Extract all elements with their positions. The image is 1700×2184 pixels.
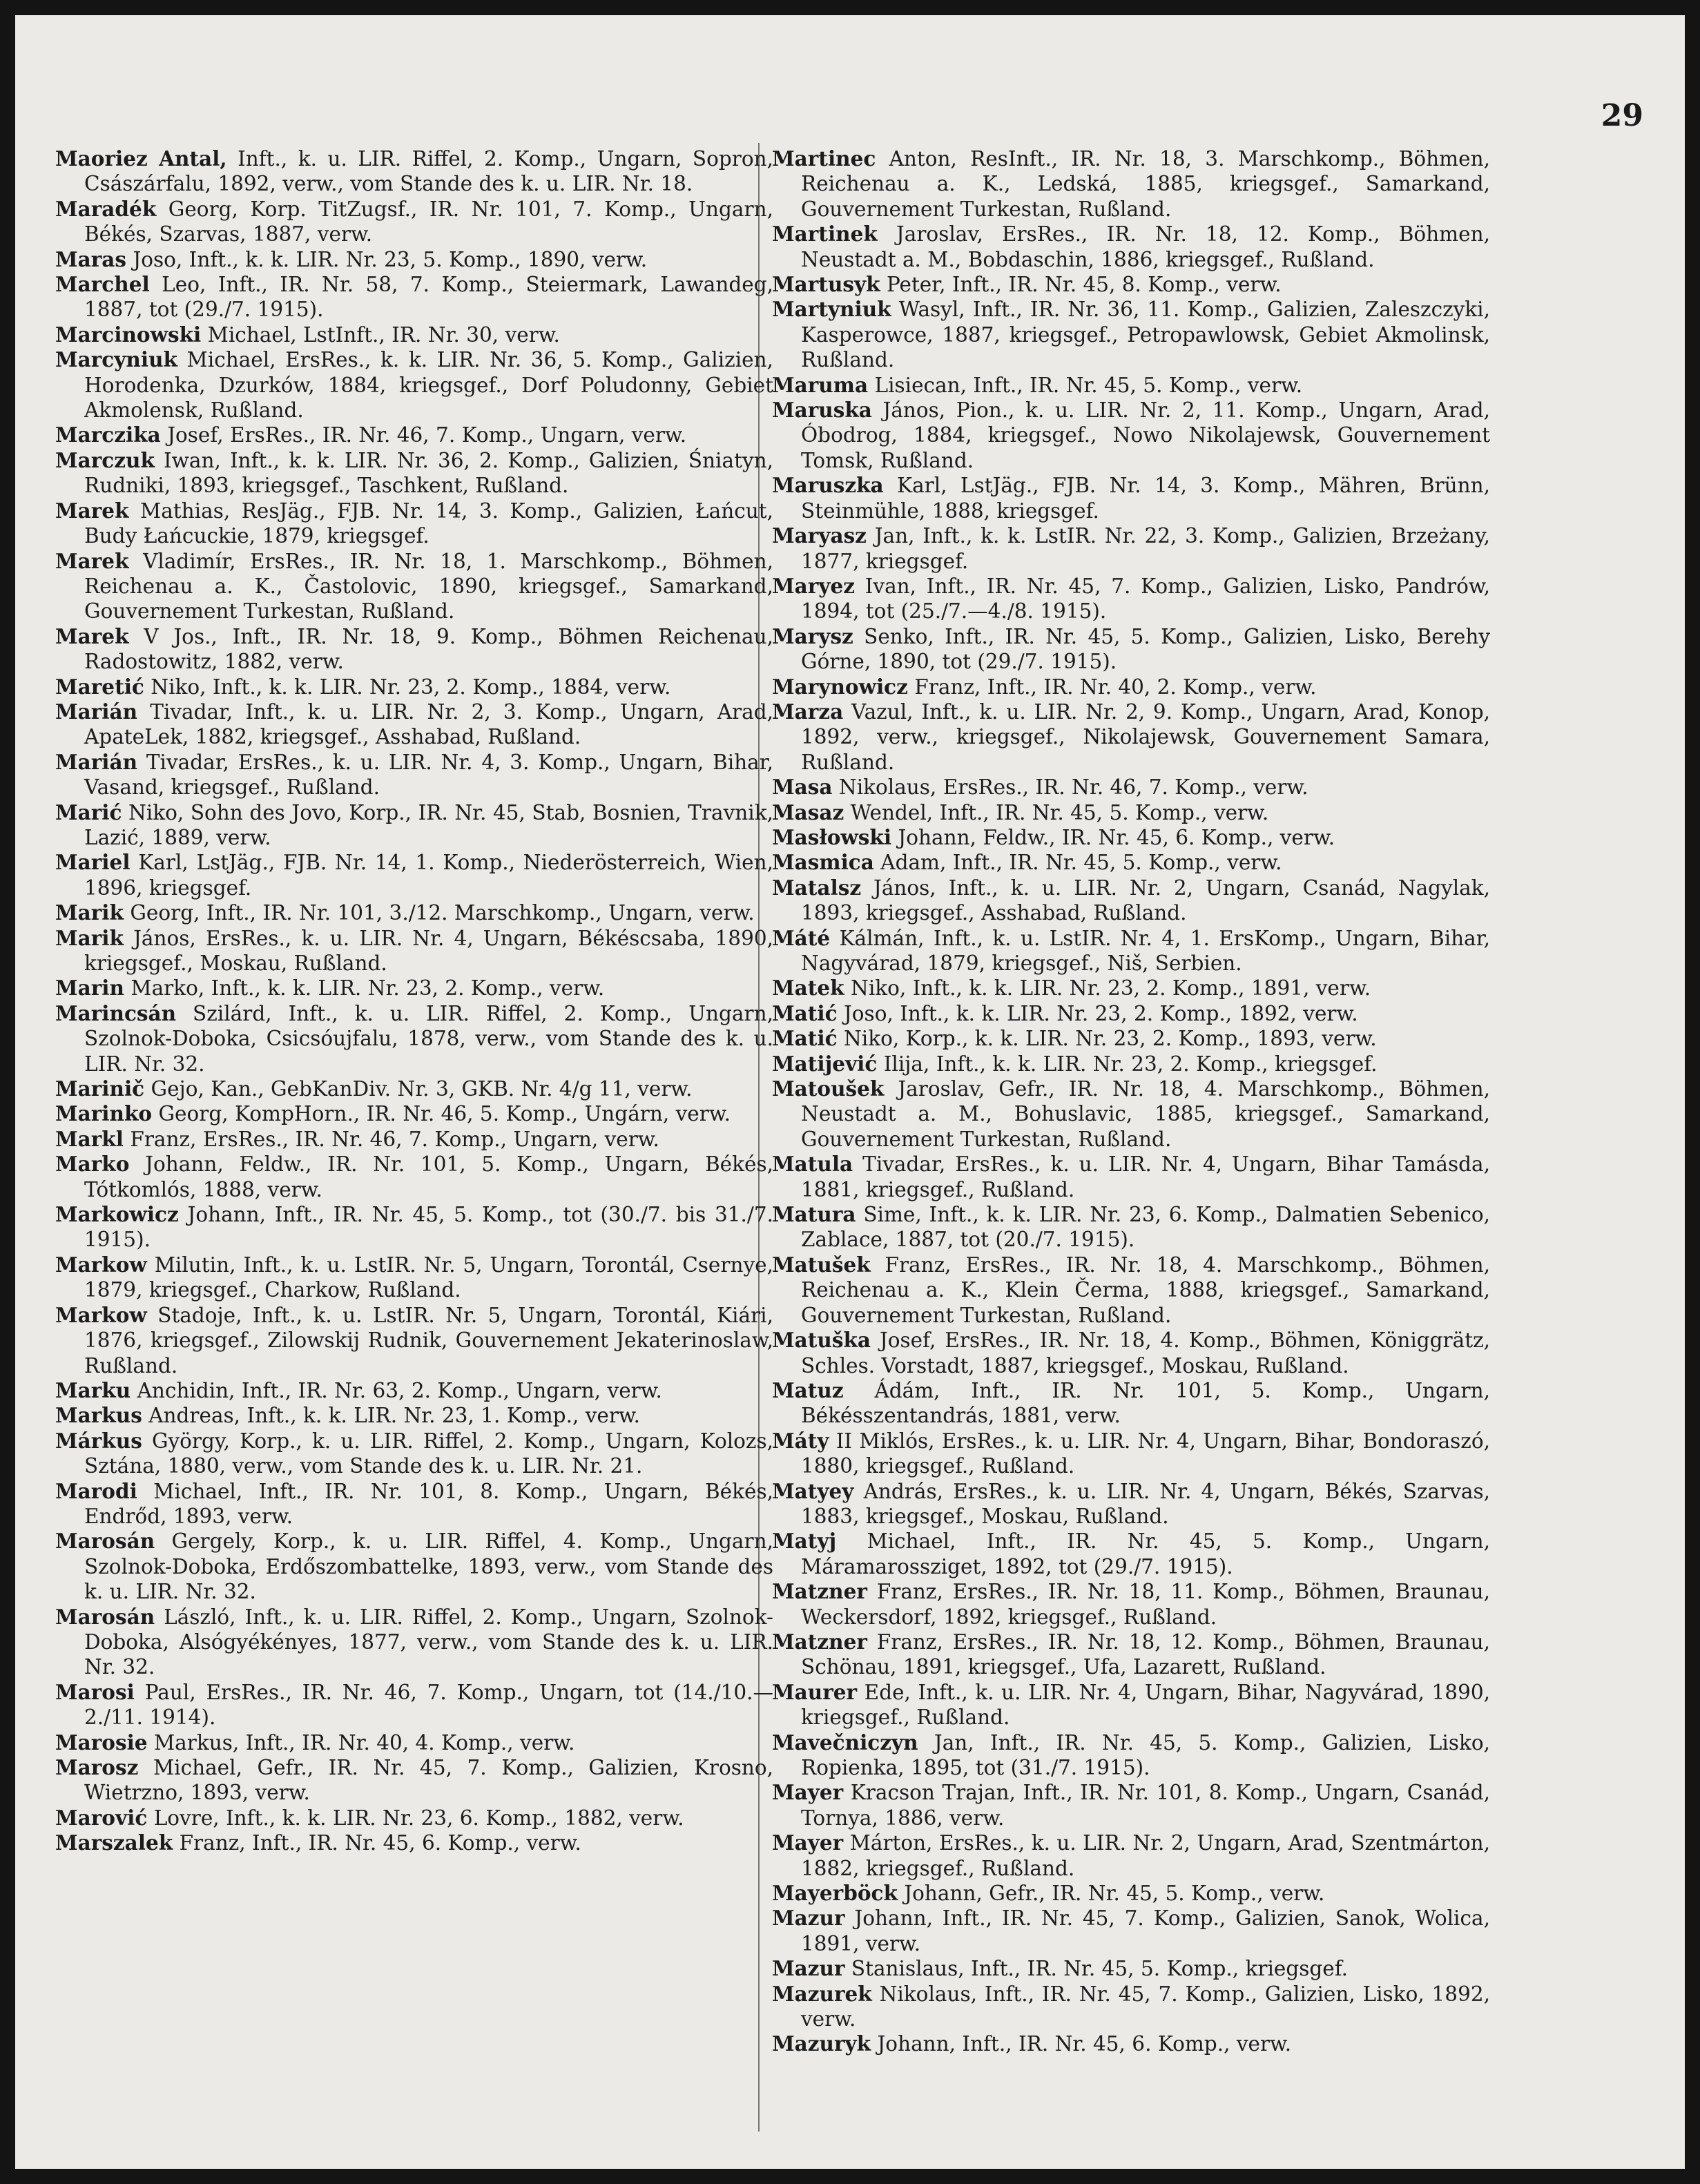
entry-details: Johann, Gefr., IR. Nr. 45, 5. Komp., verw. (904, 1882, 1325, 1906)
entry-details: Stanislaus, Inft., IR. Nr. 45, 5. Komp., kriegsgef. (851, 1957, 1348, 1981)
entry-details: Johann, Inft., IR. Nr. 45, 6. Komp., verw. (877, 2032, 1292, 2056)
list-entry (772, 1026, 1490, 1051)
list-entry (55, 624, 773, 675)
list-entry (772, 473, 1490, 523)
entry-details: Marko, Inft., k. k. LIR. Nr. 23, 2. Komp., verw. (131, 976, 605, 1001)
right-column (772, 146, 1490, 2057)
entry-details: Sime, Inft., k. k. LIR. Nr. 23, 6. Komp., Dalmatien Sebenico, Zablace, 1887, tot (20./7. 1915). (801, 1203, 1490, 1252)
entry-surname: Martinec (772, 146, 876, 171)
list-entry (772, 523, 1490, 574)
list-entry (772, 222, 1490, 272)
document-page (15, 15, 1685, 2169)
list-entry (772, 1982, 1490, 2032)
entry-surname: Mayerböck (772, 1881, 898, 1906)
list-entry (772, 775, 1490, 800)
entry-details: Johann, Inft., IR. Nr. 45, 7. Komp., Galizien, Sanok, Wolica, 1891, verw. (801, 1906, 1490, 1955)
entry-details: Márton, ErsRes., k. u. LIR. Nr. 2, Ungarn, Arad, Szentmárton, 1882, kriegsgef., Rußland. (801, 1831, 1490, 1880)
entry-surname: Marko (55, 1152, 130, 1177)
entry-surname: Mariel (55, 850, 131, 875)
entry-details: Joso, Inft., k. k. LIR. Nr. 23, 5. Komp., 1890, verw. (133, 247, 648, 271)
list-entry (55, 322, 773, 347)
list-entry (55, 850, 773, 900)
list-entry (772, 1152, 1490, 1202)
entry-surname: Marczuk (55, 447, 155, 472)
entry-surname: Marik (55, 925, 124, 950)
list-entry (772, 574, 1490, 624)
list-entry (55, 1605, 773, 1680)
list-entry (55, 272, 773, 322)
entry-details: Michael, Inft., IR. Nr. 45, 5. Komp., Ungarn, Máramarossziget, 1892, tot (29./7. 1915). (801, 1529, 1490, 1578)
entry-surname: Marosán (55, 1604, 155, 1629)
entry-details: Inft., k. u. LIR. Riffel, 2. Komp., Ungarn, Sopron, Császárfalu, 1892, verw., vom Stande des k. u. LIR. Nr. 18. (84, 147, 773, 196)
entry-details: Nikolaus, Inft., IR. Nr. 45, 7. Komp., Galizien, Lisko, 1892, verw. (801, 1982, 1490, 2031)
entry-surname: Marincsán (55, 1001, 177, 1025)
entry-details: Niko, Sohn des Jovo, Korp., IR. Nr. 45, Stab, Bosnien, Travnik, Lazić, 1889, verw. (84, 800, 773, 849)
list-entry (55, 1429, 773, 1479)
list-entry (772, 1378, 1490, 1429)
entry-details: Joso, Inft., k. k. LIR. Nr. 23, 2. Komp., 1892, verw. (843, 1001, 1358, 1025)
list-entry (772, 1328, 1490, 1378)
list-entry (55, 1202, 773, 1253)
entry-surname: Marodi (55, 1478, 137, 1503)
list-entry (772, 1780, 1490, 1830)
list-entry (55, 448, 773, 499)
entry-surname: Marek (55, 498, 129, 523)
list-entry (55, 1001, 773, 1076)
list-entry (55, 1378, 773, 1403)
entry-surname: Maryez (772, 573, 855, 598)
entry-details: Niko, Inft., k. k. LIR. Nr. 23, 2. Komp., 1884, verw. (151, 675, 671, 699)
entry-surname: Marić (55, 800, 122, 824)
list-entry (55, 247, 773, 272)
entry-surname: Maurer (772, 1679, 858, 1704)
entry-surname: Marosi (55, 1679, 135, 1704)
entry-details: János, Inft., k. u. LIR. Nr. 2, Ungarn, Csanád, Nagylak, 1893, kriegsgef., Asshabad, Rußland. (801, 876, 1490, 925)
list-entry (55, 750, 773, 800)
list-entry (772, 926, 1490, 976)
entry-surname: Mazurek (772, 1981, 872, 2006)
entry-surname: Marek (55, 548, 129, 573)
entry-surname: Maruma (772, 372, 869, 397)
entry-details: Georg, Inft., IR. Nr. 101, 3./12. Marschkomp., Ungarn, verw. (130, 901, 755, 925)
entry-surname: Marku (55, 1378, 131, 1402)
entry-details: Milutin, Inft., k. u. LstIR. Nr. 5, Ungarn, Torontál, Csernye, 1879, kriegsgef., Charkow, Rußland. (84, 1253, 773, 1302)
list-entry (772, 1429, 1490, 1479)
entry-details: Franz, ErsRes., IR. Nr. 18, 11. Komp., Böhmen, Braunau, Weckersdorf, 1892, kriegsgef., Rußland. (801, 1580, 1490, 1629)
list-entry (772, 1730, 1490, 1781)
entry-surname: Matula (772, 1152, 853, 1177)
entry-details: Andreas, Inft., k. k. LIR. Nr. 23, 1. Komp., verw. (148, 1404, 641, 1428)
entry-details: Jan, Inft., IR. Nr. 45, 5. Komp., Galizien, Lisko, Ropienka, 1895, tot (31./7. 1915). (801, 1730, 1490, 1779)
entry-details: Johann, Inft., IR. Nr. 45, 5. Komp., tot (30./7. bis 31./7. 1915). (84, 1203, 773, 1252)
list-entry (772, 624, 1490, 675)
entry-surname: Mazur (772, 1956, 845, 1981)
entry-surname: Markus (55, 1403, 142, 1428)
entry-details: Wendel, Inft., IR. Nr. 45, 5. Komp., verw. (850, 800, 1269, 824)
entry-surname: Mazur (772, 1906, 845, 1931)
entry-details: Gergely, Korp., k. u. LIR. Riffel, 4. Komp., Ungarn, Szolnok-Doboka, Erdőszombattelke, 1893, verw., vom Stande des k. u. LIR. Nr. 32. (84, 1529, 773, 1604)
list-entry (55, 976, 773, 1001)
list-entry (55, 197, 773, 247)
list-entry (772, 1579, 1490, 1630)
entry-surname: Masłowski (772, 824, 892, 849)
entry-details: Franz, ErsRes., IR. Nr. 46, 7. Komp., Ungarn, verw. (130, 1127, 659, 1151)
list-entry (55, 423, 773, 447)
entry-details: Kracson Trajan, Inft., IR. Nr. 101, 8. Komp., Ungarn, Csanád, Tornya, 1886, verw. (801, 1781, 1490, 1830)
entry-surname: Mavečniczyn (772, 1730, 918, 1755)
entry-details: Peter, Inft., IR. Nr. 45, 8. Komp., verw. (886, 273, 1282, 297)
list-entry (772, 675, 1490, 699)
entry-details: György, Korp., k. u. LIR. Riffel, 2. Komp., Ungarn, Kolozs, Sztána, 1880, verw., vom Stande des k. u. LIR. Nr. 21. (84, 1429, 773, 1478)
entry-details: Iwan, Inft., k. k. LIR. Nr. 36, 2. Komp., Galizien, Śniatyn, Rudniki, 1893, kriegsgef., Taschkent, Rußland. (84, 448, 773, 498)
entry-surname: Marik (55, 900, 124, 925)
entry-details: Ivan, Inft., IR. Nr. 45, 7. Komp., Galizien, Lisko, Pandrów, 1894, tot (25./7.—4./8. 1915). (801, 574, 1490, 624)
list-entry (772, 373, 1490, 398)
entry-surname: Matek (772, 976, 844, 1001)
entry-surname: Matić (772, 1026, 838, 1051)
entry-details: Georg, KompHorn., IR. Nr. 46, 5. Komp., Ungárn, verw. (158, 1102, 731, 1126)
entry-surname: Marin (55, 976, 124, 1001)
entry-surname: Masaz (772, 800, 844, 824)
list-entry (55, 900, 773, 925)
entry-surname: Markowicz (55, 1202, 179, 1227)
list-entry (55, 1253, 773, 1303)
entry-details: Michael, LstInft., IR. Nr. 30, verw. (207, 322, 560, 347)
entry-details: II Miklós, ErsRes., k. u. LIR. Nr. 4, Ungarn, Bihar, Bondoraszó, 1880, kriegsgef., Rußland. (801, 1429, 1490, 1478)
entry-details: Kálmán, Inft., k. u. LstIR. Nr. 4, 1. ErsKomp., Ungarn, Bihar, Nagyvárad, 1879, kriegsgef., Niš, Serbien. (801, 926, 1490, 975)
entry-surname: Markow (55, 1302, 147, 1327)
entry-surname: Marinič (55, 1076, 145, 1101)
entry-surname: Marosán (55, 1529, 155, 1554)
entry-details: Vazul, Inft., k. u. LIR. Nr. 2, 9. Komp., Ungarn, Arad, Konop, 1892, verw., kriegsgef., Nikolajewsk, Gouvernement Samara, Rußland. (801, 699, 1490, 774)
list-entry (772, 800, 1490, 825)
entry-details: Tivadar, ErsRes., k. u. LIR. Nr. 4, 3. Komp., Ungarn, Bihar, Vasand, kriegsgef., Rußland. (84, 750, 773, 800)
entry-details: Josef, ErsRes., IR. Nr. 18, 4. Komp., Böhmen, Königgrätz, Schles. Vorstadt, 1887, kriegsgef., Moskau, Rußland. (801, 1328, 1490, 1378)
entry-details: Niko, Korp., k. k. LIR. Nr. 23, 2. Komp., 1893, verw. (843, 1027, 1377, 1051)
entry-details: Tivadar, Inft., k. u. LIR. Nr. 2, 3. Komp., Ungarn, Arad, ApateLek, 1882, kriegsgef., Asshabad, Rußland. (84, 699, 773, 749)
page-number: 29 (1601, 98, 1643, 133)
entry-surname: Marinko (55, 1101, 153, 1126)
entry-details: Franz, Inft., IR. Nr. 40, 2. Komp., verw. (914, 675, 1317, 699)
entry-details: Tivadar, ErsRes., k. u. LIR. Nr. 4, Ungarn, Bihar Tamásda, 1881, kriegsgef., Rußland. (801, 1152, 1490, 1201)
list-entry (772, 876, 1490, 926)
entry-details: Johann, Feldw., IR. Nr. 101, 5. Komp., Ungarn, Békés, Tótkomlós, 1888, verw. (84, 1152, 773, 1201)
list-entry (772, 297, 1490, 372)
entry-surname: Marczika (55, 423, 161, 447)
entry-surname: Matzner (772, 1579, 867, 1604)
entry-details: Anton, ResInft., IR. Nr. 18, 3. Marschkomp., Böhmen, Reichenau a. K., Ledská, 1885, kriegsgef., Samarkand, Gouvernement Turkestan, Rußland. (801, 147, 1490, 221)
list-entry (772, 1630, 1490, 1680)
list-entry (55, 1830, 773, 1855)
entry-details: Jaroslav, Gefr., IR. Nr. 18, 4. Marschkomp., Böhmen, Neustadt a. M., Bohuslavic, 1885, kriegsgef., Samarkand, Gouvernement Turkestan, Rußland. (801, 1077, 1490, 1151)
entry-details: Ilija, Inft., k. k. LIR. Nr. 23, 2. Komp., kriegsgef. (883, 1052, 1378, 1076)
entry-surname: Maoriez Antal, (55, 146, 227, 171)
entry-surname: Matoušek (772, 1076, 885, 1101)
list-entry (55, 499, 773, 549)
entry-details: Franz, ErsRes., IR. Nr. 18, 12. Komp., Böhmen, Braunau, Schönau, 1891, kriegsgef., Ufa, Lazarett, Rußland. (801, 1630, 1490, 1679)
entry-surname: Maruszka (772, 473, 884, 498)
list-entry (55, 1127, 773, 1152)
list-entry (772, 272, 1490, 297)
entry-details: János, Pion., k. u. LIR. Nr. 2, 11. Komp., Ungarn, Arad, Óbodrog, 1884, kriegsgef., Nowo Nikolajewsk, Gouvernement Tomsk, Rußland. (801, 398, 1490, 472)
entry-surname: Masmica (772, 850, 874, 875)
entry-details: Josef, ErsRes., IR. Nr. 46, 7. Komp., Ungarn, verw. (167, 423, 687, 447)
list-entry (55, 1730, 773, 1755)
list-entry (55, 146, 773, 197)
entry-surname: Máty (772, 1428, 829, 1453)
list-entry (772, 1881, 1490, 1906)
entry-surname: Mayer (772, 1830, 844, 1855)
entry-details: Mathias, ResJäg., FJB. Nr. 14, 3. Komp., Galizien, Łańcut, Budy Łańcuckie, 1879, kriegsgef. (84, 499, 773, 548)
entry-details: Karl, LstJäg., FJB. Nr. 14, 3. Komp., Mähren, Brünn, Steinmühle, 1888, kriegsgef. (801, 474, 1490, 523)
list-entry (55, 1806, 773, 1830)
list-entry (55, 1152, 773, 1202)
entry-details: Gejo, Kan., GebKanDiv. Nr. 3, GKB. Nr. 4/g 11, verw. (151, 1077, 693, 1101)
entry-surname: Marosie (55, 1730, 148, 1755)
entry-details: Lisiecan, Inft., IR. Nr. 45, 5. Komp., verw. (874, 373, 1303, 397)
entry-details: Georg, Korp. TitZugsf., IR. Nr. 101, 7. Komp., Ungarn, Békés, Szarvas, 1887, verw. (84, 197, 773, 247)
entry-details: Michael, Inft., IR. Nr. 101, 8. Komp., Ungarn, Békés, Endrőd, 1893, verw. (84, 1479, 773, 1528)
entry-details: Karl, LstJäg., FJB. Nr. 14, 1. Komp., Niederösterreich, Wien, 1896, kriegsgef. (84, 851, 773, 900)
entry-details: Franz, Inft., IR. Nr. 45, 6. Komp., verw. (179, 1831, 581, 1855)
list-entry (772, 850, 1490, 875)
list-entry (772, 398, 1490, 473)
entry-details: András, ErsRes., k. u. LIR. Nr. 4, Ungarn, Békés, Szarvas, 1883, kriegsgef., Moskau, Rußland. (801, 1479, 1490, 1528)
entry-surname: Maradék (55, 196, 157, 221)
entry-surname: Masa (772, 775, 833, 800)
list-entry (55, 1303, 773, 1378)
entry-surname: Maruska (772, 398, 872, 423)
entry-surname: Matyey (772, 1478, 854, 1503)
entry-surname: Marosz (55, 1755, 139, 1779)
entry-surname: Martyniuk (772, 297, 891, 322)
entry-surname: Marián (55, 749, 138, 774)
list-entry (55, 675, 773, 699)
list-entry (772, 1001, 1490, 1026)
list-entry (772, 1529, 1490, 1579)
entry-details: Adam, Inft., IR. Nr. 45, 5. Komp., verw. (880, 851, 1282, 875)
entry-details: Senko, Inft., IR. Nr. 45, 5. Komp., Galizien, Lisko, Berehy Górne, 1890, tot (29./7. 1915). (801, 624, 1490, 674)
entry-details: Jan, Inft., k. k. LstIR. Nr. 22, 3. Komp., Galizien, Brzeżany, 1877, kriegsgef. (801, 524, 1490, 573)
entry-surname: Marcyniuk (55, 347, 177, 372)
entry-details: Anchidin, Inft., IR. Nr. 63, 2. Komp., Ungarn, verw. (137, 1378, 662, 1402)
entry-surname: Máté (772, 925, 831, 950)
list-entry (55, 699, 773, 750)
list-entry (772, 146, 1490, 222)
list-entry (55, 1076, 773, 1101)
entry-surname: Matura (772, 1202, 856, 1227)
entry-surname: Maras (55, 247, 127, 271)
entry-details: Ádám, Inft., IR. Nr. 101, 5. Komp., Ungarn, Békésszentandrás, 1881, verw. (801, 1378, 1490, 1428)
list-entry (772, 825, 1490, 850)
entry-details: Niko, Inft., k. k. LIR. Nr. 23, 2. Komp., 1891, verw. (851, 976, 1371, 1001)
list-entry (772, 1830, 1490, 1881)
list-entry (55, 1680, 773, 1730)
entry-surname: Marián (55, 699, 138, 724)
entry-details: Vladimír, ErsRes., IR. Nr. 18, 1. Marschkomp., Böhmen, Reichenau a. K., Častolovic, 1890, kriegsgef., Samarkand, Gouvernement Turkestan, Rußland. (84, 549, 773, 624)
entry-surname: Maretić (55, 674, 144, 699)
entry-details: Johann, Feldw., IR. Nr. 45, 6. Komp., verw. (898, 825, 1335, 849)
entry-surname: Marek (55, 624, 129, 648)
entry-surname: Matyj (772, 1529, 837, 1554)
list-entry (772, 2031, 1490, 2056)
list-entry (55, 800, 773, 851)
list-entry (772, 1052, 1490, 1076)
list-entry (55, 549, 773, 624)
entry-details: Franz, ErsRes., IR. Nr. 18, 4. Marschkomp., Böhmen, Reichenau a. K., Klein Čerma, 1888, kriegsgef., Samarkand, Gouvernement Turkestan, Rußland. (801, 1253, 1490, 1327)
entry-details: János, ErsRes., k. u. LIR. Nr. 4, Ungarn, Békéscsaba, 1890, kriegsgef., Moskau, Rußland. (84, 926, 773, 975)
entry-details: Lovre, Inft., k. k. LIR. Nr. 23, 6. Komp., 1882, verw. (153, 1806, 684, 1830)
entry-surname: Matušek (772, 1252, 871, 1277)
list-entry (55, 1529, 773, 1604)
entry-details: Michael, ErsRes., k. k. LIR. Nr. 36, 5. Komp., Galizien, Horodenka, Dzurków, 1884, kriegsgef., Dorf Poludonny, Gebiet Akmolensk, Rußland. (84, 348, 773, 423)
entry-surname: Matalsz (772, 875, 862, 900)
list-entry (55, 926, 773, 976)
list-entry (55, 1101, 773, 1126)
entry-surname: Marović (55, 1805, 148, 1830)
entry-details: Szilárd, Inft., k. u. LIR. Riffel, 2. Komp., Ungarn, Szolnok-Doboka, Csicsóujfalu, 1878, verw., vom Stande des k. u. LIR. Nr. 32. (84, 1001, 773, 1076)
entry-details: Leo, Inft., IR. Nr. 58, 7. Komp., Steiermark, Lawandeg, 1887, tot (29./7. 1915). (84, 273, 773, 322)
entry-surname: Marysz (772, 624, 853, 648)
list-entry (772, 1202, 1490, 1253)
entry-surname: Marchel (55, 272, 150, 297)
left-column (55, 146, 773, 1856)
list-entry (772, 1680, 1490, 1730)
entry-surname: Matzner (772, 1629, 867, 1654)
entry-surname: Marza (772, 699, 844, 724)
entry-surname: Matuška (772, 1328, 871, 1353)
entry-surname: Marszalek (55, 1830, 173, 1855)
entry-details: V Jos., Inft., IR. Nr. 18, 9. Komp., Böhmen Reichenau, Radostowitz, 1882, verw. (84, 624, 773, 674)
entry-details: Michael, Gefr., IR. Nr. 45, 7. Komp., Galizien, Krosno, Wietrzno, 1893, verw. (84, 1756, 773, 1805)
entry-details: Stadoje, Inft., k. u. LstIR. Nr. 5, Ungarn, Torontál, Kiári, 1876, kriegsgef., Zilowskij Rudnik, Gouvernement Jekaterinoslaw, Rußland. (84, 1303, 773, 1378)
list-entry (55, 1755, 773, 1806)
entry-details: Wasyl, Inft., IR. Nr. 36, 11. Komp., Galizien, Zaleszczyki, Kasperowce, 1887, kriegsgef., Petropawlowsk, Gebiet Akmolinsk, Rußland. (801, 298, 1490, 372)
list-entry (772, 699, 1490, 775)
entry-surname: Maryasz (772, 523, 867, 548)
entry-surname: Martusyk (772, 272, 880, 297)
entry-surname: Markl (55, 1126, 124, 1151)
entry-surname: Mayer (772, 1780, 844, 1805)
entry-surname: Markow (55, 1252, 147, 1277)
entry-details: Paul, ErsRes., IR. Nr. 46, 7. Komp., Ungarn, tot (14./10.—2./11. 1914). (84, 1680, 773, 1730)
list-entry (772, 1076, 1490, 1152)
list-entry (772, 976, 1490, 1001)
entry-surname: Matić (772, 1001, 838, 1025)
entry-details: Jaroslav, ErsRes., IR. Nr. 18, 12. Komp., Böhmen, Neustadt a. M., Bobdaschin, 1886, kriegsgef., Rußland. (801, 222, 1490, 271)
list-entry (55, 1403, 773, 1428)
entry-surname: Matuz (772, 1378, 844, 1402)
entry-surname: Marcinowski (55, 322, 202, 347)
list-entry (772, 1906, 1490, 1956)
list-entry (772, 1253, 1490, 1328)
entry-details: Markus, Inft., IR. Nr. 40, 4. Komp., verw. (153, 1730, 575, 1755)
list-entry (55, 1479, 773, 1529)
entry-surname: Martinek (772, 222, 878, 247)
entry-details: László, Inft., k. u. LIR. Riffel, 2. Komp., Ungarn, Szolnok-Doboka, Alsógyékényes, 1877, verw., vom Stande des k. u. LIR. Nr. 32. (84, 1605, 773, 1679)
entry-surname: Márkus (55, 1428, 142, 1453)
list-entry (772, 1479, 1490, 1529)
entry-details: Ede, Inft., k. u. LIR. Nr. 4, Ungarn, Bihar, Nagyvárad, 1890, kriegsgef., Rußland. (801, 1680, 1490, 1730)
entry-surname: Marynowicz (772, 674, 908, 699)
entry-details: Nikolaus, ErsRes., IR. Nr. 46, 7. Komp., verw. (838, 775, 1308, 800)
list-entry (772, 1956, 1490, 1981)
entry-surname: Mazuryk (772, 2031, 871, 2056)
entry-surname: Matijević (772, 1051, 878, 1076)
list-entry (55, 347, 773, 423)
